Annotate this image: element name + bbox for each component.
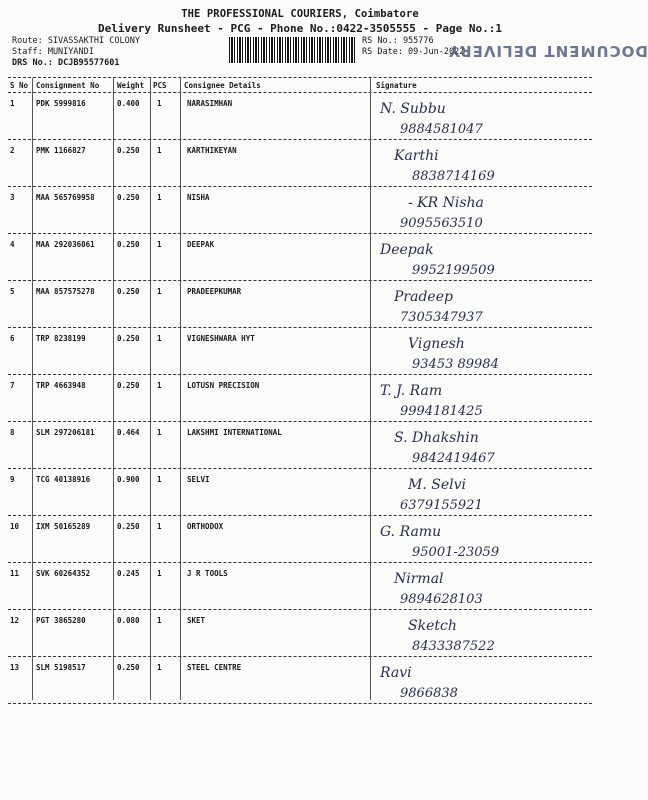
consignment-cell: PGT 3865280 [36, 616, 86, 625]
sno-cell: 1 [10, 99, 15, 108]
pcs-cell: 1 [157, 146, 162, 155]
signature-scrawl: M. Selvi [408, 477, 466, 493]
sno-cell: 12 [10, 616, 20, 625]
signature-phone: 8838714169 [412, 169, 495, 184]
table-row [0, 281, 600, 328]
pcs-cell: 1 [157, 428, 162, 437]
sno-cell: 11 [10, 569, 20, 578]
col-signature: Signature [376, 81, 417, 90]
signature-phone: 9884581047 [400, 122, 483, 137]
consignment-cell: TRP 4663948 [36, 381, 86, 390]
consignee-cell: J R TOOLS [187, 569, 228, 578]
signature-scrawl: G. Ramu [380, 524, 442, 540]
table-top-rule [8, 77, 592, 78]
signature-scrawl: Sketch [408, 618, 457, 634]
col-pcs: PCS [153, 81, 167, 90]
weight-cell: 0.250 [117, 287, 140, 296]
pcs-cell: 1 [157, 240, 162, 249]
signature-phone: 9952199509 [412, 263, 495, 278]
signature-phone: 93453 89984 [412, 357, 499, 372]
signature-scrawl: N. Subbu [380, 101, 446, 117]
signature-area [372, 516, 594, 563]
sno-cell: 13 [10, 663, 20, 672]
consignee-cell: VIGNESHWARA HYT [187, 334, 255, 343]
consignee-cell: DEEPAK [187, 240, 215, 249]
col-consignee: Consignee Details [184, 81, 261, 90]
weight-cell: 0.245 [117, 569, 140, 578]
signature-phone: 9894628103 [400, 592, 483, 607]
consignee-cell: KARTHIKEYAN [187, 146, 237, 155]
barcode [229, 37, 357, 63]
consignment-cell: IXM 50165289 [36, 522, 91, 531]
signature-phone: 9994181425 [400, 404, 483, 419]
signature-area [372, 469, 594, 516]
consignment-cell: PDK 5999816 [36, 99, 86, 108]
signature-area [372, 93, 594, 140]
pcs-cell: 1 [157, 287, 162, 296]
rs-date: RS Date: 09-Jun-2022 [362, 47, 465, 57]
signature-phone: 6379155921 [400, 498, 483, 513]
signature-scrawl: Pradeep [394, 289, 453, 305]
signature-area [372, 328, 594, 375]
weight-cell: 0.250 [117, 663, 140, 672]
signature-scrawl: Karthi [394, 148, 439, 164]
signature-phone: 9842419467 [412, 451, 495, 466]
signature-area [372, 187, 594, 234]
consignee-cell: STEEL CENTRE [187, 663, 242, 672]
signature-area [372, 281, 594, 328]
table-row [0, 563, 600, 610]
consignment-cell: MAA 565769958 [36, 193, 95, 202]
table-row [0, 610, 600, 657]
pcs-cell: 1 [157, 99, 162, 108]
weight-cell: 0.400 [117, 99, 140, 108]
consignee-cell: PRADEEPKUMAR [187, 287, 242, 296]
signature-scrawl: T. J. Ram [380, 383, 443, 399]
consignment-cell: TRP 8238199 [36, 334, 86, 343]
signature-scrawl: Vignesh [408, 336, 465, 352]
company-title: THE PROFESSIONAL COURIERS, Coimbatore [181, 8, 419, 20]
pcs-cell: 1 [157, 475, 162, 484]
signature-scrawl: Nirmal [394, 571, 444, 587]
signature-scrawl: - KR Nisha [408, 195, 484, 211]
sno-cell: 8 [10, 428, 15, 437]
sno-cell: 7 [10, 381, 15, 390]
table-row [0, 422, 600, 469]
signature-area [372, 140, 594, 187]
table-row [0, 140, 600, 187]
sno-cell: 10 [10, 522, 20, 531]
table-row [0, 328, 600, 375]
sno-cell: 5 [10, 287, 15, 296]
runsheet-title: Delivery Runsheet - PCG - Phone No.:0422-3505555 - Page No.:1 [98, 22, 502, 35]
weight-cell: 0.900 [117, 475, 140, 484]
consignee-cell: LOTUSN PRECISION [187, 381, 260, 390]
table-row [0, 234, 600, 281]
weight-cell: 0.250 [117, 146, 140, 155]
runsheet-meta-left [12, 36, 140, 69]
sno-cell: 3 [10, 193, 15, 202]
col-weight: Weight [117, 81, 145, 90]
rs-number: RS No.: 955776 [362, 36, 434, 46]
consignee-cell: LAKSHMI INTERNATIONAL [187, 428, 282, 437]
signature-scrawl: Ravi [380, 665, 412, 681]
weight-cell: 0.250 [117, 334, 140, 343]
signature-phone: 95001-23059 [412, 545, 500, 560]
weight-cell: 0.250 [117, 240, 140, 249]
signature-scrawl: Deepak [380, 242, 434, 258]
weight-cell: 0.250 [117, 193, 140, 202]
row-divider [8, 703, 592, 704]
weight-cell: 0.250 [117, 522, 140, 531]
consignee-cell: NISHA [187, 193, 210, 202]
sno-cell: 2 [10, 146, 15, 155]
table-row [0, 657, 600, 704]
weight-cell: 0.080 [117, 616, 140, 625]
pcs-cell: 1 [157, 193, 162, 202]
table-row [0, 93, 600, 140]
consignment-cell: MAA 857575278 [36, 287, 95, 296]
consignee-cell: NARASIMHAN [187, 99, 233, 108]
signature-area [372, 657, 594, 704]
table-row [0, 187, 600, 234]
pcs-cell: 1 [157, 616, 162, 625]
weight-cell: 0.250 [117, 381, 140, 390]
signature-area [372, 234, 594, 281]
signature-area [372, 422, 594, 469]
weight-cell: 0.464 [117, 428, 140, 437]
drs-number: DRS No.: DCJB95577601 [12, 58, 120, 68]
table-row [0, 375, 600, 422]
sno-cell: 6 [10, 334, 15, 343]
sno-cell: 9 [10, 475, 15, 484]
table-row [0, 516, 600, 563]
signature-area [372, 610, 594, 657]
col-consignment: Consignment No [36, 81, 100, 90]
sno-cell: 4 [10, 240, 15, 249]
consignment-cell: TCG 40138916 [36, 475, 91, 484]
table-row [0, 469, 600, 516]
consignment-cell: SVK 60264352 [36, 569, 91, 578]
pcs-cell: 1 [157, 381, 162, 390]
signature-area [372, 563, 594, 610]
pcs-cell: 1 [157, 522, 162, 531]
col-sno: S No [10, 81, 29, 90]
consignee-cell: ORTHODOX [187, 522, 224, 531]
consignment-cell: MAA 292036061 [36, 240, 95, 249]
signature-phone: 8433387522 [412, 639, 495, 654]
pcs-cell: 1 [157, 334, 162, 343]
consignee-cell: SKET [187, 616, 206, 625]
signature-phone: 9866838 [400, 686, 458, 701]
staff-label: Staff: MUNIYANDI [12, 47, 94, 57]
document-delivery-stamp: DOCUMENT DELIVERY [448, 42, 648, 60]
consignment-cell: SLM 5198517 [36, 663, 86, 672]
signature-scrawl: S. Dhakshin [394, 430, 479, 446]
consignee-cell: SELVI [187, 475, 210, 484]
pcs-cell: 1 [157, 569, 162, 578]
route-label: Route: SIVASSAKTHI COLONY [12, 36, 140, 46]
runsheet-header [0, 8, 600, 35]
consignment-cell: PMK 1166827 [36, 146, 86, 155]
signature-phone: 9095563510 [400, 216, 483, 231]
consignment-cell: SLM 297206181 [36, 428, 95, 437]
signature-phone: 7305347937 [400, 310, 483, 325]
signature-area [372, 375, 594, 422]
pcs-cell: 1 [157, 663, 162, 672]
